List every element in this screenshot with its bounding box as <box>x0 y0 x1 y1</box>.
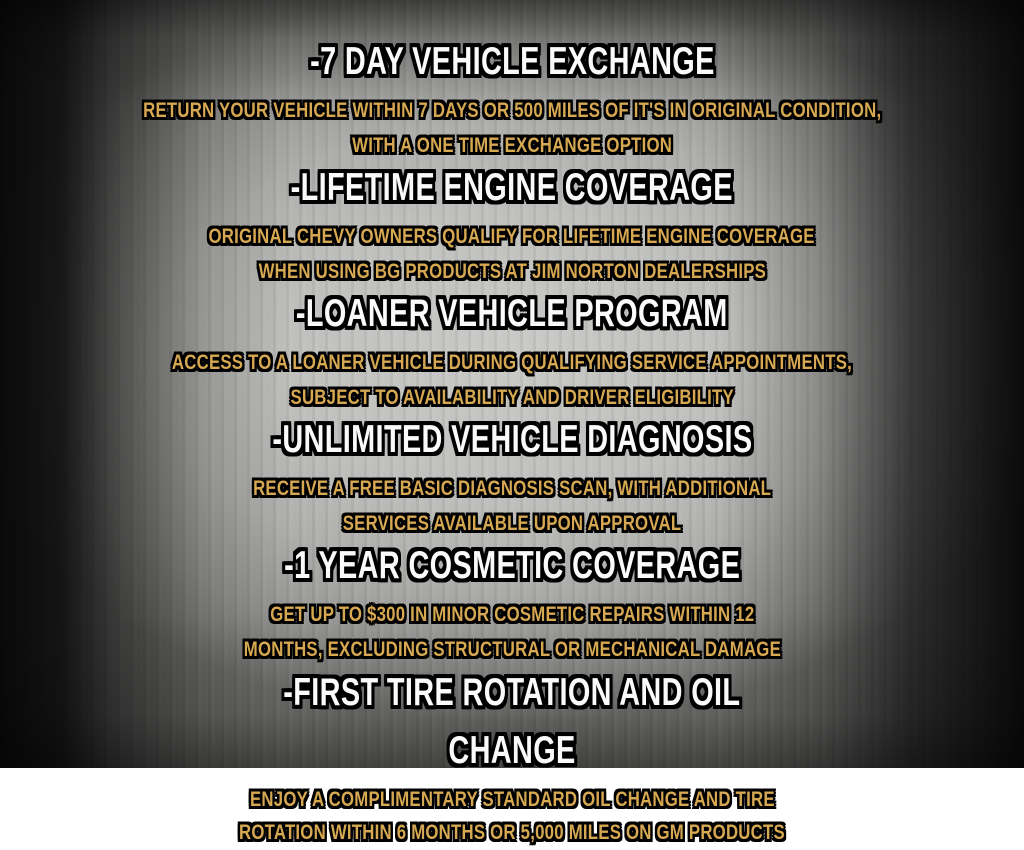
benefit-detail-text: ENJOY A COMPLIMENTARY STANDARD OIL CHANGE AND TIRE <box>249 787 775 811</box>
benefit-heading <box>123 164 900 220</box>
benefit-section-engine-coverage <box>123 164 900 290</box>
benefit-section-loaner-program <box>76 290 948 416</box>
benefit-detail-text: RETURN YOUR VEHICLE WITHIN 7 DAYS OR 500 MILES OF IT'S IN ORIGINAL CONDITION, <box>142 98 882 122</box>
benefit-detail-line <box>39 94 985 129</box>
benefit-detail-line <box>123 255 900 290</box>
benefit-heading-text: -UNLIMITED VEHICLE DIAGNOSIS <box>271 418 753 461</box>
benefit-detail-text: WHEN USING BG PRODUCTS AT JIM NORTON DEALERSHIPS <box>258 259 766 283</box>
benefit-heading <box>162 668 862 726</box>
benefit-detail-text: SUBJECT TO AVAILABILITY AND DRIVER ELIGIBILITY <box>290 385 734 409</box>
benefit-heading-text: -LOANER VEHICLE PROGRAM <box>296 292 728 335</box>
benefit-heading-text: -7 DAY VEHICLE EXCHANGE <box>309 40 715 83</box>
benefit-detail-line <box>162 817 862 850</box>
benefit-heading <box>39 38 985 94</box>
benefit-detail-text: SERVICES AVAILABLE UPON APPROVAL <box>342 511 682 535</box>
benefit-heading-text: -FIRST TIRE ROTATION AND OIL <box>283 671 741 714</box>
benefit-heading <box>76 290 948 346</box>
benefit-detail-line <box>76 346 948 381</box>
benefit-heading-text: -1 YEAR COSMETIC COVERAGE <box>283 544 741 587</box>
benefit-heading <box>180 416 844 472</box>
benefit-detail-line <box>168 633 857 668</box>
benefit-detail-text: MONTHS, EXCLUDING STRUCTURAL OR MECHANICAL DAMAGE <box>243 637 781 661</box>
benefit-heading <box>162 726 862 784</box>
benefit-section-tire-rotation-oil-change <box>162 668 862 850</box>
benefit-detail-line <box>168 598 857 633</box>
benefit-section-vehicle-diagnosis <box>180 416 844 542</box>
benefit-section-vehicle-exchange <box>39 38 985 164</box>
benefit-detail-line <box>180 472 844 507</box>
benefit-detail-line <box>123 220 900 255</box>
benefit-detail-text: RECEIVE A FREE BASIC DIAGNOSIS SCAN, WITH ADDITIONAL <box>252 476 772 500</box>
benefit-detail-text: ROTATION WITHIN 6 MONTHS OR 5,000 MILES ON GM PRODUCTS <box>239 820 785 844</box>
benefit-heading-text: CHANGE <box>448 729 576 772</box>
benefit-heading-text: -LIFETIME ENGINE COVERAGE <box>290 166 734 209</box>
benefit-detail-text: WITH A ONE TIME EXCHANGE OPTION <box>351 133 672 157</box>
benefit-heading <box>168 542 857 598</box>
benefit-section-cosmetic-coverage <box>168 542 857 668</box>
benefit-detail-text: ORIGINAL CHEVY OWNERS QUALIFY FOR LIFETIME ENGINE COVERAGE <box>208 224 816 248</box>
benefit-detail-line <box>180 507 844 542</box>
benefit-detail-line <box>39 129 985 164</box>
benefit-detail-line <box>162 784 862 817</box>
benefit-detail-text: ACCESS TO A LOANER VEHICLE DURING QUALIFYING SERVICE APPOINTMENTS, <box>171 350 853 374</box>
benefit-detail-text: GET UP TO $300 IN MINOR COSMETIC REPAIRS WITHIN 12 <box>269 602 755 626</box>
benefit-detail-line <box>76 381 948 416</box>
